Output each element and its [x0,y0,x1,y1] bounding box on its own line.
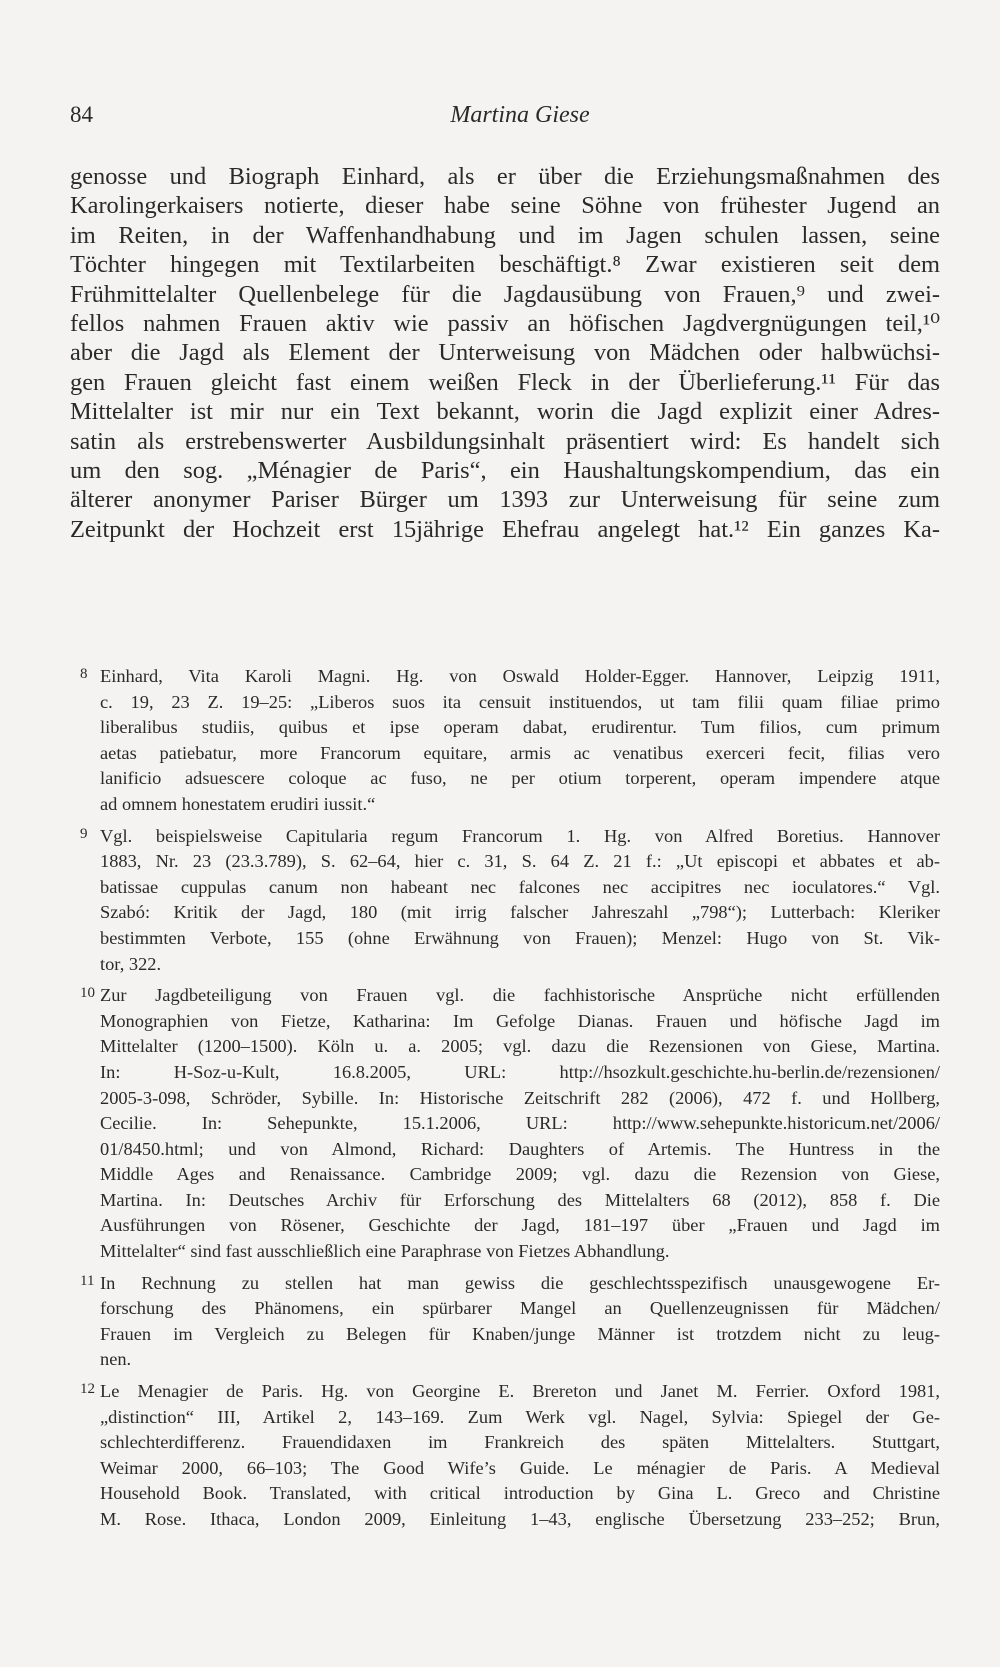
body-text [70,162,940,544]
footnote-line: In Rechnung zu stellen hat man gewiss die geschlechtsspezifisch unausgewogene Er- [100,1272,940,1293]
footnote-number: 12 [80,1381,95,1398]
body-line: Mittelalter ist mir nur ein Text bekannt, worin die Jagd explizit einer Adres- [70,398,940,426]
footnote-line: Weimar 2000, 66–103; The Good Wife’s Guide. Le ménagier de Paris. A Medieval [100,1457,940,1478]
footnote-line: nen. [100,1349,132,1370]
footnotes [70,664,940,1539]
body-line: Frühmittelalter Quellenbelege für die Jagdausübung von Frauen,⁹ und zwei- [70,280,940,308]
footnote-line: Einhard, Vita Karoli Magni. Hg. von Oswald Holder-Egger. Hannover, Leipzig 1911, [100,666,940,686]
page-header [70,102,940,138]
body-line: um den sog. „Ménagier de Paris“, ein Haushaltungskompendium, das ein [70,457,940,485]
footnote-line: Szabó: Kritik der Jagd, 180 (mit irrig falscher Jahreszahl „798“); Lutterbach: Kleriker [100,902,940,923]
footnote-number: 8 [80,666,88,682]
footnote-number: 9 [80,825,88,842]
footnote-line: Mittelalter (1200–1500). Köln u. a. 2005; vgl. dazu die Rezensionen von Giese, Martina. [100,1036,940,1057]
body-line: Töchter hingegen mit Textilarbeiten beschäftigt.⁸ Zwar existieren seit dem [70,251,940,279]
footnote-line: ad omnem honestatem erudiri iussit.“ [100,793,376,814]
page-number: 84 [70,102,93,127]
footnote-line: Cecilie. In: Sehepunkte, 15.1.2006, URL: http://www.sehepunkte.historicum.net/2006/ [100,1113,940,1134]
footnote-line: schlechterdifferenz. Frauendidaxen im Frankreich des späten Mittelalters. Stuttgart, [100,1432,940,1453]
footnote-11 [70,1271,940,1373]
footnote-line: Zur Jagdbeteiligung von Frauen vgl. die fachhistorische Ansprüche nicht erfüllenden [100,985,940,1006]
footnote-line: Mittelalter“ sind fast ausschließlich eine Paraphrase von Fietzes Abhandlung. [100,1241,670,1262]
footnote-line: Frauen im Vergleich zu Belegen für Knaben/junge Männer ist trotzdem nicht zu leug- [100,1323,940,1344]
body-line: aber die Jagd als Element der Unterweisung von Mädchen oder halbwüchsi- [70,339,940,367]
footnote-line: „distinction“ III, Artikel 2, 143–169. Zum Werk vgl. Nagel, Sylvia: Spiegel der Ge- [100,1406,940,1427]
footnote-line: aetas patiebatur, more Francorum equitare, armis ac venatibus exerceri fecit, filias vero [100,742,940,763]
body-line: im Reiten, in der Waffenhandhabung und im Jagen schulen lassen, seine [70,221,940,249]
footnote-line: Martina. In: Deutsches Archiv für Erforschung des Mittelalters 68 (2012), 858 f. Die [100,1189,940,1210]
footnote-line: Monographien von Fietze, Katharina: Im Gefolge Dianas. Frauen und höfische Jagd im [100,1010,940,1031]
footnote-line: 1883, Nr. 23 (23.3.789), S. 62–64, hier c. 31, S. 64 Z. 21 f.: „Ut episcopi et abbates et ab- [100,851,940,872]
footnote-line: 01/8450.html; und von Almond, Richard: Daughters of Artemis. The Huntress in the [100,1138,940,1159]
running-head: Martina Giese [450,102,590,128]
body-line: Zeitpunkt der Hochzeit erst 15jährige Ehefrau angelegt hat.¹² Ein ganzes Ka- [70,515,940,543]
footnote-line: In: H-Soz-u-Kult, 16.8.2005, URL: http://hsozkult.geschichte.hu-berlin.de/rezensionen/ [100,1061,940,1082]
footnote-line: tor, 322. [100,953,162,974]
footnote-line: lanificio adsuescere coloque ac fuso, ne per otium torperent, operam impendere atque [100,768,940,789]
footnote-9 [70,824,940,978]
footnote-line: forschung des Phänomens, ein spürbarer Mangel an Quellenzeugnissen für Mädchen/ [100,1298,940,1319]
footnote-line: Le Menagier de Paris. Hg. von Georgine E. Brereton und Janet M. Ferrier. Oxford 1981, [100,1381,940,1402]
body-line: älterer anonymer Pariser Bürger um 1393 zur Unterweisung für seine zum [70,486,940,514]
footnote-line: Household Book. Translated, with critical introduction by Gina L. Greco and Christine [100,1483,940,1504]
footnote-line: 2005-3-098, Schröder, Sybille. In: Historische Zeitschrift 282 (2006), 472 f. und Hollberg, [100,1087,940,1108]
footnote-number: 11 [80,1272,95,1289]
footnote-line: Middle Ages and Renaissance. Cambridge 2009; vgl. dazu die Rezension von Giese, [100,1164,940,1185]
footnote-line: Ausführungen von Rösener, Geschichte der Jagd, 181–197 über „Frauen und Jagd im [100,1215,940,1236]
footnote-line: liberalibus studiis, quibus et ipse operam dabat, erudirentur. Tum filios, cum primum [100,717,940,738]
footnote-line: Vgl. beispielsweise Capitularia regum Francorum 1. Hg. von Alfred Boretius. Hannover [100,825,940,846]
body-line: genosse und Biograph Einhard, als er über die Erziehungsmaßnahmen des [70,163,940,190]
footnote-line: c. 19, 23 Z. 19–25: „Liberos suos ita censuit instituendos, ut tam filii quam filiae primo [100,691,940,712]
footnote-8 [70,664,940,818]
body-line: gen Frauen gleicht fast einem weißen Fleck in der Überlieferung.¹¹ Für das [70,368,940,396]
footnote-line: M. Rose. Ithaca, London 2009, Einleitung 1–43, englische Übersetzung 233–252; Brun, [100,1509,940,1529]
body-line: satin als erstrebenswerter Ausbildungsinhalt präsentiert wird: Es handelt sich [70,427,940,455]
footnote-line: bestimmten Verbote, 155 (ohne Erwähnung von Frauen); Menzel: Hugo von St. Vik- [100,927,940,948]
footnote-12 [70,1379,940,1533]
footnote-10 [70,983,940,1265]
footnote-number: 10 [80,985,95,1002]
body-line: Karolingerkaisers notierte, dieser habe seine Söhne von frühester Jugend an [70,192,940,220]
body-line: fellos nahmen Frauen aktiv wie passiv an höfischen Jagdvergnügungen teil,¹⁰ [70,310,940,338]
footnote-line: batissae cuppulas canum non habeant nec falcones nec accipitres nec ioculatores.“ Vgl. [100,876,940,897]
